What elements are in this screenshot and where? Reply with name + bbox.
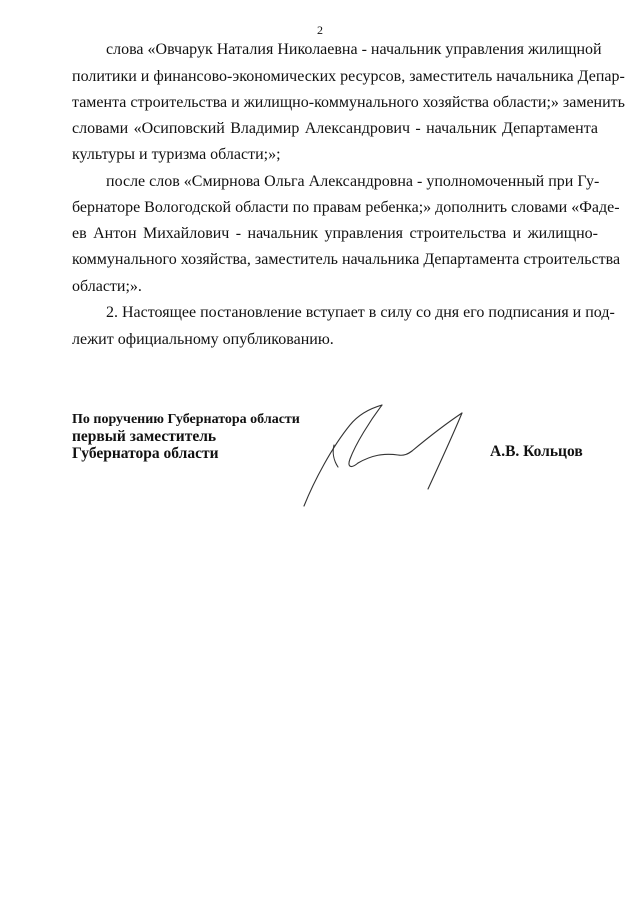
text-line: словами «Осиповский Владимир Александрович - начальник Департамента [72, 120, 598, 137]
text-line: лежит официальному опубликованию. [72, 331, 334, 348]
signatory-position-line-2: Губернатора области [72, 445, 219, 462]
text-line: 2. Настоящее постановление вступает в силу со дня его подписания и под- [106, 304, 615, 321]
text-line: культуры и туризма области;»; [72, 146, 281, 163]
text-line: политики и финансово-экономических ресурсов, заместитель начальника Депар- [72, 68, 625, 85]
page-number: 2 [317, 23, 323, 37]
text-line: после слов «Смирнова Ольга Александровна - уполномоченный при Гу- [106, 173, 600, 190]
text-line: ев Антон Михайлович - начальник управления строительства и жилищно- [72, 225, 598, 242]
text-line: коммунального хозяйства, заместитель начальника Департамента строительства [72, 251, 621, 268]
signatory-authority-line: По поручению Губернатора области [72, 412, 300, 427]
text-line: слова «Овчарук Наталия Николаевна - начальник управления жилищной [106, 41, 602, 58]
signatory-position-line: первый заместитель [72, 428, 217, 445]
text-line: тамента строительства и жилищно-коммунального хозяйства области;» заменить [72, 94, 625, 111]
handwritten-signature [298, 403, 473, 513]
text-line: области;». [72, 278, 142, 295]
signatory-name: А.В. Кольцов [490, 443, 583, 460]
text-line: бернаторе Вологодской области по правам ребенка;» дополнить словами «Фаде- [72, 199, 620, 216]
